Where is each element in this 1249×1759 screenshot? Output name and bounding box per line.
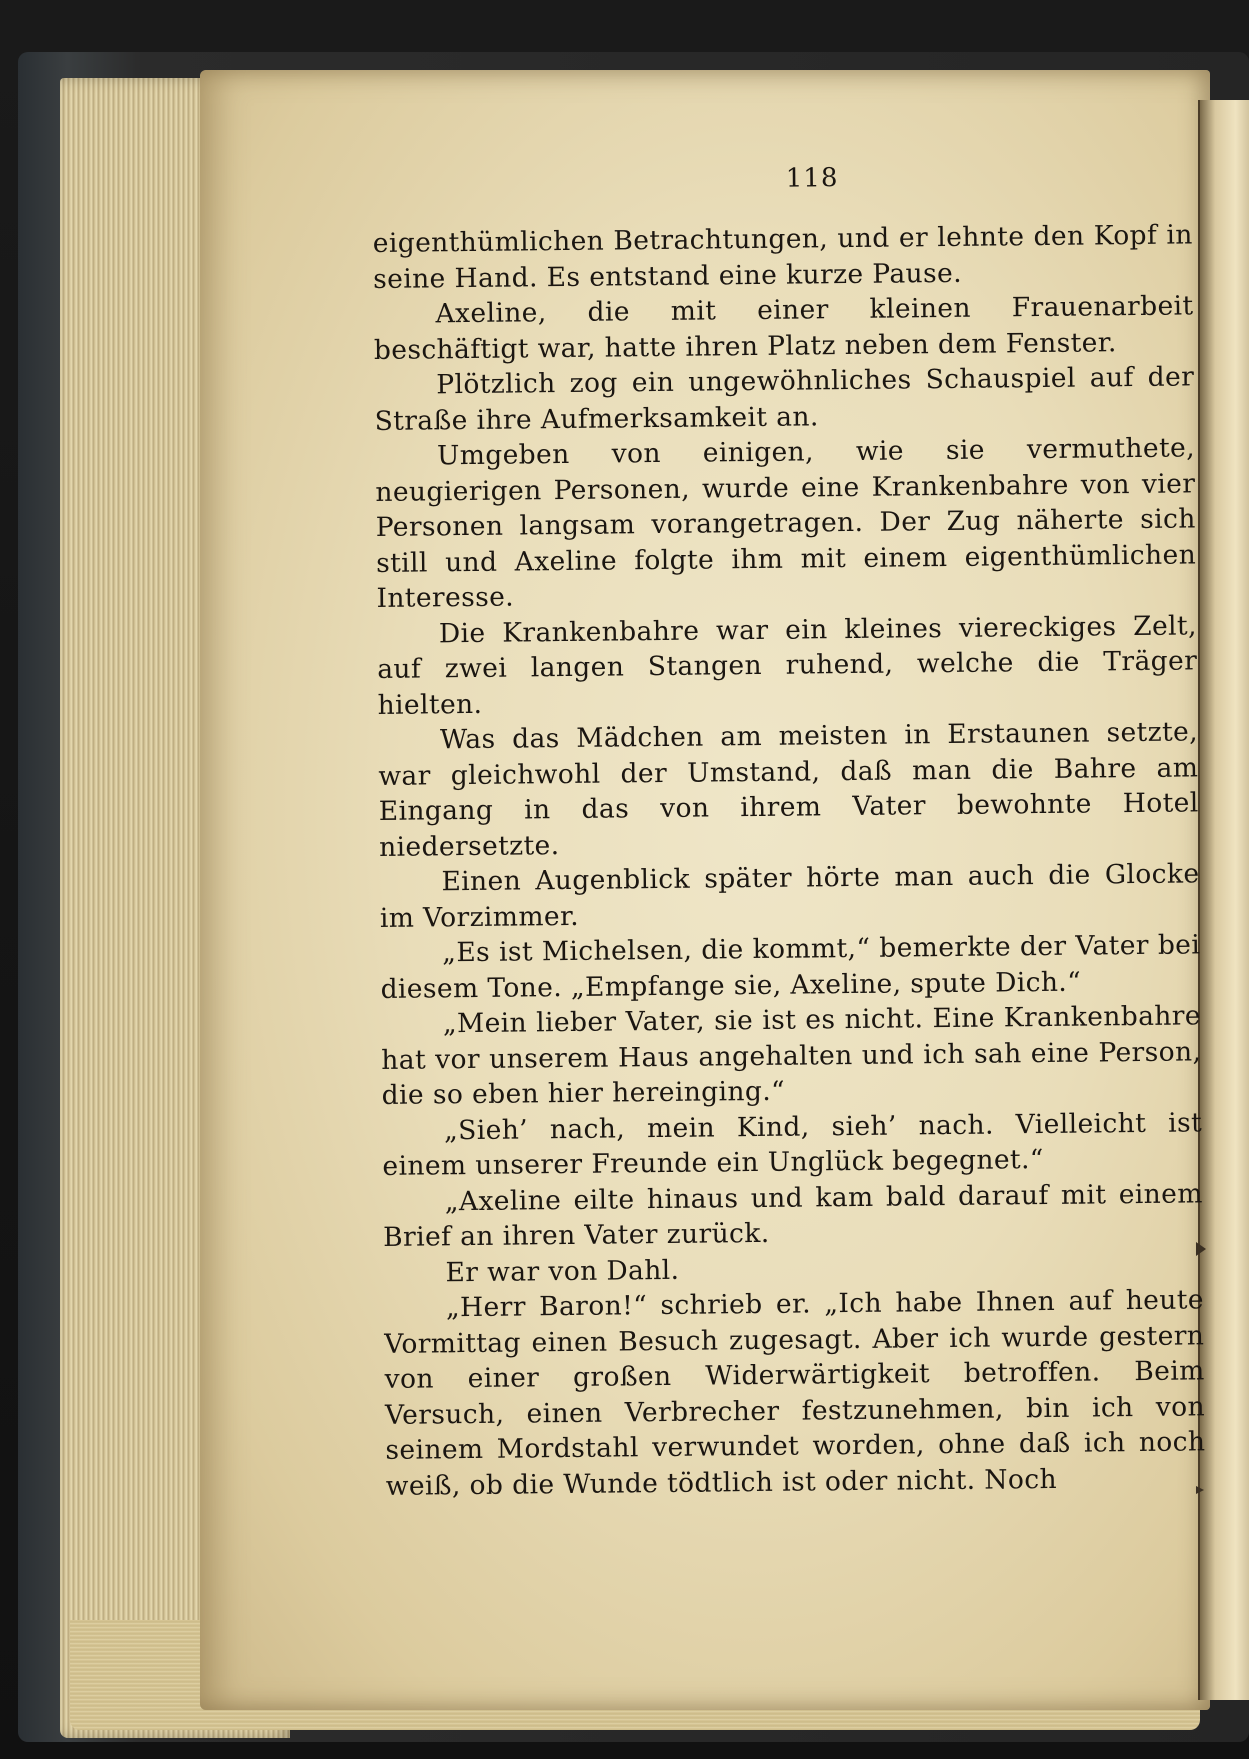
paragraph: Einen Augenblick später hörte man auch die Glocke im Vorzimmer. [379, 858, 1200, 934]
page-number: 118 [785, 163, 839, 194]
paragraph: eigenthümlichen Betrachtungen, und er lehnte den Kopf in seine Hand. Es entstand eine kurze Pause. [372, 219, 1193, 295]
paragraph: Axeline, die mit einer kleinen Frauenarbeit beschäftigt war, hatte ihren Platz neben dem Fenster. [373, 290, 1194, 366]
paragraph: „Sieh’ nach, mein Kind, sieh’ nach. Vielleicht ist einem unserer Freunde ein Unglück begegnet.“ [382, 1106, 1203, 1182]
paragraph: Die Krankenbahre war ein kleines viereckiges Zelt, auf zwei langen Stangen ruhend, welche die Träger hielten. [377, 609, 1198, 721]
paragraph: Er war von Dahl. [445, 1254, 680, 1288]
paragraph: Umgeben von einigen, wie sie vermuthete, neugierigen Personen, wurde eine Krankenbahre von vier Personen langsam vorangetragen. Der Zug näherte sich still und Axeline folgte ihm mit einem eigenthümlichen Interesse. [375, 432, 1197, 614]
facing-page-edge [1198, 100, 1249, 1700]
page-text [372, 159, 1206, 1504]
paragraph: „Es ist Michelsen, die kommt,“ bemerkte der Vater bei diesem Tone. „Empfange sie, Axeline, spute Dich.“ [380, 929, 1201, 1005]
paragraph: Was das Mädchen am meisten in Erstaunen setzte, war gleichwohl der Umstand, daß man die Bahre am Eingang in das von ihrem Vater bewohnte Hotel niedersetzte. [378, 716, 1199, 863]
paragraph: „Herr Baron!“ schrieb er. „Ich habe Ihnen auf heute Vormittag einen Besuch zugesagt. Aber ich wurde gestern von einer großen Widerwärtigkeit betroffen. Beim Versuch, einen Verbrecher festzunehmen, bin ich von seinem Mordstahl verwundet worden, ohne daß ich noch weiß, ob die Wunde tödtlich ist oder nicht. Noch [384, 1284, 1206, 1502]
paragraph: „Axeline eilte hinaus und kam bald darauf mit einem Brief an ihren Vater zurück. [383, 1177, 1203, 1253]
paragraph: Plötzlich zog ein ungewöhnliches Schauspiel auf der Straße ihre Aufmerksamkeit an. [374, 361, 1195, 437]
paragraph: „Mein lieber Vater, sie ist es nicht. Eine Krankenbahre hat vor unserem Haus angehalten und ich sah eine Person, die so eben hier hereinging.“ [381, 1000, 1202, 1111]
